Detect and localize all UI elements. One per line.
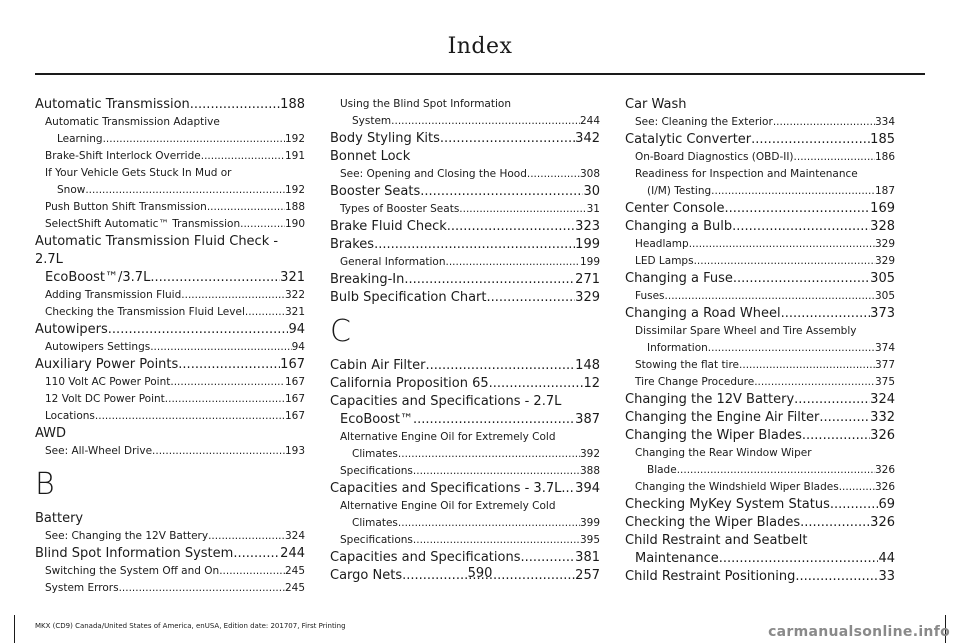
entry-text: Autowipers Settings: [45, 341, 151, 353]
page-ref: 33: [878, 569, 895, 584]
index-column-3: [625, 96, 895, 586]
entry-text: Battery: [35, 511, 84, 526]
page-ref: 188: [280, 97, 305, 112]
index-entry: [625, 496, 895, 514]
index-subentry: [625, 357, 895, 374]
dot-leader: [398, 446, 580, 463]
index-subentry: [35, 528, 305, 545]
entry-text: Stowing the flat tire: [635, 359, 740, 371]
footer-edition-text: MKX (CD9) Canada/United States of America, enUSA, Edition date: 201707, First Printing: [35, 622, 346, 630]
index-subentry: [625, 114, 895, 131]
section-letter: C: [330, 314, 351, 349]
dot-leader: [561, 480, 575, 498]
page-ref: 185: [870, 132, 895, 147]
page-ref: 69: [878, 497, 895, 512]
entry-text: Car Wash: [625, 97, 687, 112]
entry-text: Child Restraint Positioning: [625, 569, 796, 584]
index-entry: [625, 200, 895, 218]
index-entry: [330, 375, 600, 393]
page-ref: 244: [280, 546, 305, 561]
index-entry: [35, 321, 305, 339]
dot-leader: [489, 375, 584, 393]
index-entry: [35, 425, 305, 443]
index-subentry: [625, 323, 895, 340]
index-subentry: [35, 114, 305, 131]
entry-text: Cabin Air Filter: [330, 358, 426, 373]
entry-text: System Errors: [45, 582, 119, 594]
section-letter: B: [35, 467, 55, 502]
entry-text: Changing the Wiper Blades: [625, 428, 802, 443]
entry-text: Autowipers: [35, 322, 108, 337]
page-ref: 31: [586, 203, 600, 215]
entry-text: Brakes: [330, 237, 375, 252]
index-entry: [35, 356, 305, 374]
page-ref: 199: [575, 237, 600, 252]
index-entry: [625, 96, 895, 114]
page-ref: 326: [874, 464, 895, 476]
dot-leader: [165, 391, 285, 408]
entry-text: On-Board Diagnostics (OBD-II): [635, 151, 794, 163]
entry-text: Adding Transmission Fluid: [45, 289, 182, 301]
page-ref: 192: [284, 184, 305, 196]
entry-text: General Information: [340, 256, 446, 268]
crop-mark-left: [0, 615, 15, 643]
page-ref: 245: [284, 565, 305, 577]
dot-leader: [781, 305, 871, 323]
index-entry: [330, 148, 600, 166]
entry-text: See: Changing the 12V Battery: [45, 530, 209, 542]
entry-text: Locations: [45, 410, 95, 422]
index-subentry: [35, 391, 305, 408]
dot-leader: [446, 254, 580, 271]
index-subentry: [35, 182, 305, 199]
dot-leader: [486, 289, 575, 307]
dot-leader: [119, 580, 285, 597]
index-subentry: [330, 463, 600, 480]
page-ref: 44: [878, 551, 895, 566]
index-entry: [330, 271, 600, 289]
page-ref: 321: [284, 306, 305, 318]
entry-text: See: Opening and Closing the Hood: [340, 168, 527, 180]
entry-text: Checking the Transmission Fluid Level: [45, 306, 245, 318]
index-subentry: [35, 216, 305, 233]
dot-leader: [527, 166, 580, 183]
page-ref: 188: [284, 201, 305, 213]
page-ref: 374: [874, 342, 895, 354]
page-ref: 373: [870, 306, 895, 321]
index-subentry: [35, 287, 305, 304]
dot-leader: [794, 149, 875, 166]
page-ref: 94: [291, 341, 305, 353]
dot-leader: [725, 200, 871, 218]
page-ref: 305: [874, 290, 895, 302]
index-subentry: [625, 445, 895, 462]
dot-leader: [773, 114, 875, 131]
dot-leader: [181, 287, 285, 304]
index-subentry: [625, 183, 895, 200]
entry-text: Push Button Shift Transmission: [45, 201, 207, 213]
page-ref: 324: [870, 392, 895, 407]
index-entry: [35, 233, 305, 269]
entry-text: Center Console: [625, 201, 725, 216]
page-ref: 12: [583, 376, 600, 391]
dot-leader: [694, 253, 875, 270]
header-rule: [35, 73, 925, 75]
index-entry: [625, 427, 895, 445]
index-subentry: [35, 199, 305, 216]
index-subentry: [625, 149, 895, 166]
entry-text: Headlamp: [635, 238, 689, 250]
page-ref: 377: [874, 359, 895, 371]
entry-text: Blind Spot Information System: [35, 546, 234, 561]
dot-leader: [152, 443, 285, 460]
page-ref: 329: [874, 238, 895, 250]
index-entry: [330, 549, 600, 567]
page-ref: 199: [579, 256, 600, 268]
index-entry: [330, 183, 600, 201]
page-ref: 395: [579, 534, 600, 546]
dot-leader: [208, 528, 285, 545]
page-ref: 326: [870, 515, 895, 530]
entry-text: Climates: [352, 448, 398, 460]
entry-text: Changing the Engine Air Filter: [625, 410, 820, 425]
page-ref: 190: [284, 218, 305, 230]
page-ref: 328: [870, 219, 895, 234]
index-subentry: [330, 113, 600, 130]
index-subentry: [330, 429, 600, 446]
entry-text: Child Restraint and Seatbelt: [625, 533, 808, 548]
entry-text: Capacities and Specifications - 2.7L: [330, 394, 562, 409]
entry-text: SelectShift Automatic™ Transmission: [45, 218, 241, 230]
dot-leader: [440, 130, 575, 148]
index-subentry: [35, 339, 305, 356]
index-subentry: [625, 374, 895, 391]
entry-text: 110 Volt AC Power Point: [45, 376, 171, 388]
dot-leader: [739, 357, 875, 374]
index-entry: [625, 131, 895, 149]
page-title: Index: [447, 34, 513, 59]
dot-leader: [665, 288, 875, 305]
page-ref: 245: [284, 582, 305, 594]
entry-text: See: All-Wheel Drive: [45, 445, 153, 457]
entry-text: If Your Vehicle Gets Stuck In Mud or: [45, 167, 232, 179]
entry-text: AWD: [35, 426, 67, 441]
index-subentry: [625, 462, 895, 479]
entry-text: Automatic Transmission Adaptive: [45, 116, 220, 128]
entry-text: Automatic Transmission Fluid Check - 2.7L: [35, 234, 279, 267]
dot-leader: [170, 374, 285, 391]
dot-leader: [85, 182, 285, 199]
entry-text: Checking MyKey System Status: [625, 497, 830, 512]
page-ref: 257: [575, 568, 600, 583]
entry-text: Changing the 12V Battery: [625, 392, 795, 407]
page-ref: 381: [575, 550, 600, 565]
dot-leader: [754, 374, 875, 391]
index-entry: [625, 391, 895, 409]
dot-leader: [233, 545, 280, 563]
page-ref: 375: [874, 376, 895, 388]
page-ref: 169: [870, 201, 895, 216]
dot-leader: [391, 113, 580, 130]
entry-text: Capacities and Specifications - 3.7L: [330, 481, 562, 496]
dot-leader: [413, 532, 580, 549]
entry-text: Tire Change Procedure: [635, 376, 755, 388]
entry-text: Changing a Road Wheel: [625, 306, 781, 321]
dot-leader: [819, 409, 870, 427]
entry-text: Booster Seats: [330, 184, 421, 199]
page-ref: 321: [280, 270, 305, 285]
entry-text: Readiness for Inspection and Maintenance: [635, 168, 858, 180]
entry-text: 12 Volt DC Power Point: [45, 393, 165, 405]
page-ref: 392: [579, 448, 600, 460]
dot-leader: [800, 514, 870, 532]
dot-leader: [794, 391, 870, 409]
index-subentry: [35, 304, 305, 321]
entry-text: Catalytic Converter: [625, 132, 752, 147]
index-subentry: [625, 236, 895, 253]
dot-leader: [178, 356, 280, 374]
page-ref: 322: [284, 289, 305, 301]
page-ref: 167: [284, 393, 305, 405]
dot-leader: [245, 304, 285, 321]
entry-text: Changing the Rear Window Wiper: [635, 447, 812, 459]
entry-text: Breaking-In: [330, 272, 405, 287]
entry-text: Blade: [647, 464, 677, 476]
page-ref: 167: [280, 357, 305, 372]
page-ref: 167: [284, 410, 305, 422]
index-subentry: [625, 253, 895, 270]
page-ref: 326: [874, 481, 895, 493]
entry-text: Switching the System Off and On: [45, 565, 220, 577]
index-entry: [330, 218, 600, 236]
dot-leader: [404, 271, 575, 289]
entry-text: EcoBoost™: [340, 412, 414, 427]
dot-leader: [150, 269, 280, 287]
entry-text: Alternative Engine Oil for Extremely Cold: [340, 431, 556, 443]
index-entry: [625, 270, 895, 288]
entry-text: Using the Blind Spot Information: [340, 98, 511, 110]
dot-leader: [413, 411, 575, 429]
page-ref: 387: [575, 412, 600, 427]
entry-text: (I/M) Testing: [647, 185, 712, 197]
page-ref: 191: [284, 150, 305, 162]
index-subentry: [330, 515, 600, 532]
index-entry: [625, 305, 895, 323]
index-subentry: [330, 532, 600, 549]
page-ref: 187: [874, 185, 895, 197]
index-subentry: [35, 165, 305, 182]
index-column-2: [330, 96, 600, 585]
dot-leader: [447, 218, 575, 236]
entry-text: Types of Booster Seats: [340, 203, 460, 215]
page-ref: 167: [284, 376, 305, 388]
dot-leader: [103, 131, 285, 148]
entry-text: Brake-Shift Interlock Override: [45, 150, 201, 162]
dot-leader: [413, 463, 580, 480]
index-subentry: [35, 374, 305, 391]
entry-text: Bulb Specification Chart: [330, 290, 487, 305]
entry-text: Specifications: [340, 534, 413, 546]
index-subentry: [330, 201, 600, 218]
index-entry: [35, 96, 305, 114]
page-ref: 192: [284, 133, 305, 145]
entry-text: Brake Fluid Check: [330, 219, 447, 234]
index-entry: [330, 480, 600, 498]
page-ref: 329: [874, 255, 895, 267]
dot-leader: [420, 183, 583, 201]
index-entry: [330, 130, 600, 148]
entry-text: EcoBoost™/3.7L: [45, 270, 151, 285]
index-subentry: [330, 96, 600, 113]
entry-text: Learning: [57, 133, 103, 145]
page-ref: 94: [288, 322, 305, 337]
dot-leader: [207, 199, 285, 216]
page-ref: 148: [575, 358, 600, 373]
dot-leader: [459, 201, 586, 218]
entry-text: Changing a Fuse: [625, 271, 733, 286]
index-subentry: [35, 148, 305, 165]
page-ref: 323: [575, 219, 600, 234]
entry-text: Alternative Engine Oil for Extremely Cold: [340, 500, 556, 512]
dot-leader: [398, 515, 580, 532]
page-ref: 334: [874, 116, 895, 128]
dot-leader: [711, 183, 875, 200]
dot-leader: [733, 270, 870, 288]
page-ref: 342: [575, 131, 600, 146]
page-ref: 399: [579, 517, 600, 529]
entry-text: Cargo Nets: [330, 568, 403, 583]
index-subentry: [625, 166, 895, 183]
dot-leader: [520, 549, 575, 567]
page-ref: 193: [284, 445, 305, 457]
entry-text: Fuses: [635, 290, 665, 302]
index-column-1: [35, 96, 305, 597]
index-entry: [625, 514, 895, 532]
index-entry: [330, 236, 600, 254]
entry-text: System: [352, 115, 392, 127]
index-entry: [35, 545, 305, 563]
entry-text: Snow: [57, 184, 86, 196]
page-ref: 388: [579, 465, 600, 477]
page-ref: 394: [575, 481, 600, 496]
dot-leader: [108, 321, 289, 339]
dot-leader: [150, 339, 291, 356]
dot-leader: [708, 340, 875, 357]
page-ref: 329: [575, 290, 600, 305]
dot-leader: [830, 496, 879, 514]
index-subentry: [330, 254, 600, 271]
page-ref: 186: [874, 151, 895, 163]
index-subentry: [330, 498, 600, 515]
dot-leader: [190, 96, 280, 114]
page-ref: 244: [579, 115, 600, 127]
entry-text: LED Lamps: [635, 255, 694, 267]
page-ref: 308: [579, 168, 600, 180]
index-entry: [35, 510, 305, 528]
page-ref: 326: [870, 428, 895, 443]
dot-leader: [689, 236, 875, 253]
page-ref: 305: [870, 271, 895, 286]
entry-text: Maintenance: [635, 551, 719, 566]
entry-text: See: Cleaning the Exterior: [635, 116, 773, 128]
index-subentry: [35, 131, 305, 148]
index-subentry: [625, 479, 895, 496]
index-subentry: [35, 443, 305, 460]
index-subentry: [330, 446, 600, 463]
index-entry: [625, 409, 895, 427]
dot-leader: [201, 148, 285, 165]
entry-text: Specifications: [340, 465, 413, 477]
dot-leader: [95, 408, 285, 425]
dot-leader: [732, 218, 870, 236]
page-ref: 271: [575, 272, 600, 287]
index-subentry: [330, 166, 600, 183]
index-entry: [625, 532, 895, 550]
dot-leader: [839, 479, 875, 496]
page-ref: 30: [583, 184, 600, 199]
index-subentry: [35, 408, 305, 425]
page-ref: 324: [284, 530, 305, 542]
index-subentry: [625, 288, 895, 305]
entry-text: Changing the Windshield Wiper Blades: [635, 481, 839, 493]
index-subentry: [625, 340, 895, 357]
index-entry: [330, 289, 600, 307]
dot-leader: [677, 462, 875, 479]
entry-text: Bonnet Lock: [330, 149, 411, 164]
index-entry: [330, 393, 600, 411]
watermark: carmanualsonline.info: [768, 624, 950, 640]
dot-leader: [425, 357, 575, 375]
entry-text: Automatic Transmission: [35, 97, 190, 112]
index-entry: [35, 269, 305, 287]
entry-text: Auxiliary Power Points: [35, 357, 179, 372]
entry-text: Body Styling Kits: [330, 131, 440, 146]
entry-text: Changing a Bulb: [625, 219, 733, 234]
entry-text: Climates: [352, 517, 398, 529]
entry-text: Capacities and Specifications: [330, 550, 521, 565]
index-subentry: [35, 580, 305, 597]
page-number: 590: [467, 566, 493, 581]
index-entry: [330, 411, 600, 429]
entry-text: Information: [647, 342, 708, 354]
index-entry: [625, 218, 895, 236]
dot-leader: [802, 427, 870, 445]
entry-text: Checking the Wiper Blades: [625, 515, 801, 530]
entry-text: Dissimilar Spare Wheel and Tire Assembly: [635, 325, 857, 337]
page-ref: 332: [870, 410, 895, 425]
index-entry: [330, 357, 600, 375]
dot-leader: [240, 216, 285, 233]
entry-text: California Proposition 65: [330, 376, 489, 391]
dot-leader: [751, 131, 870, 149]
dot-leader: [374, 236, 575, 254]
